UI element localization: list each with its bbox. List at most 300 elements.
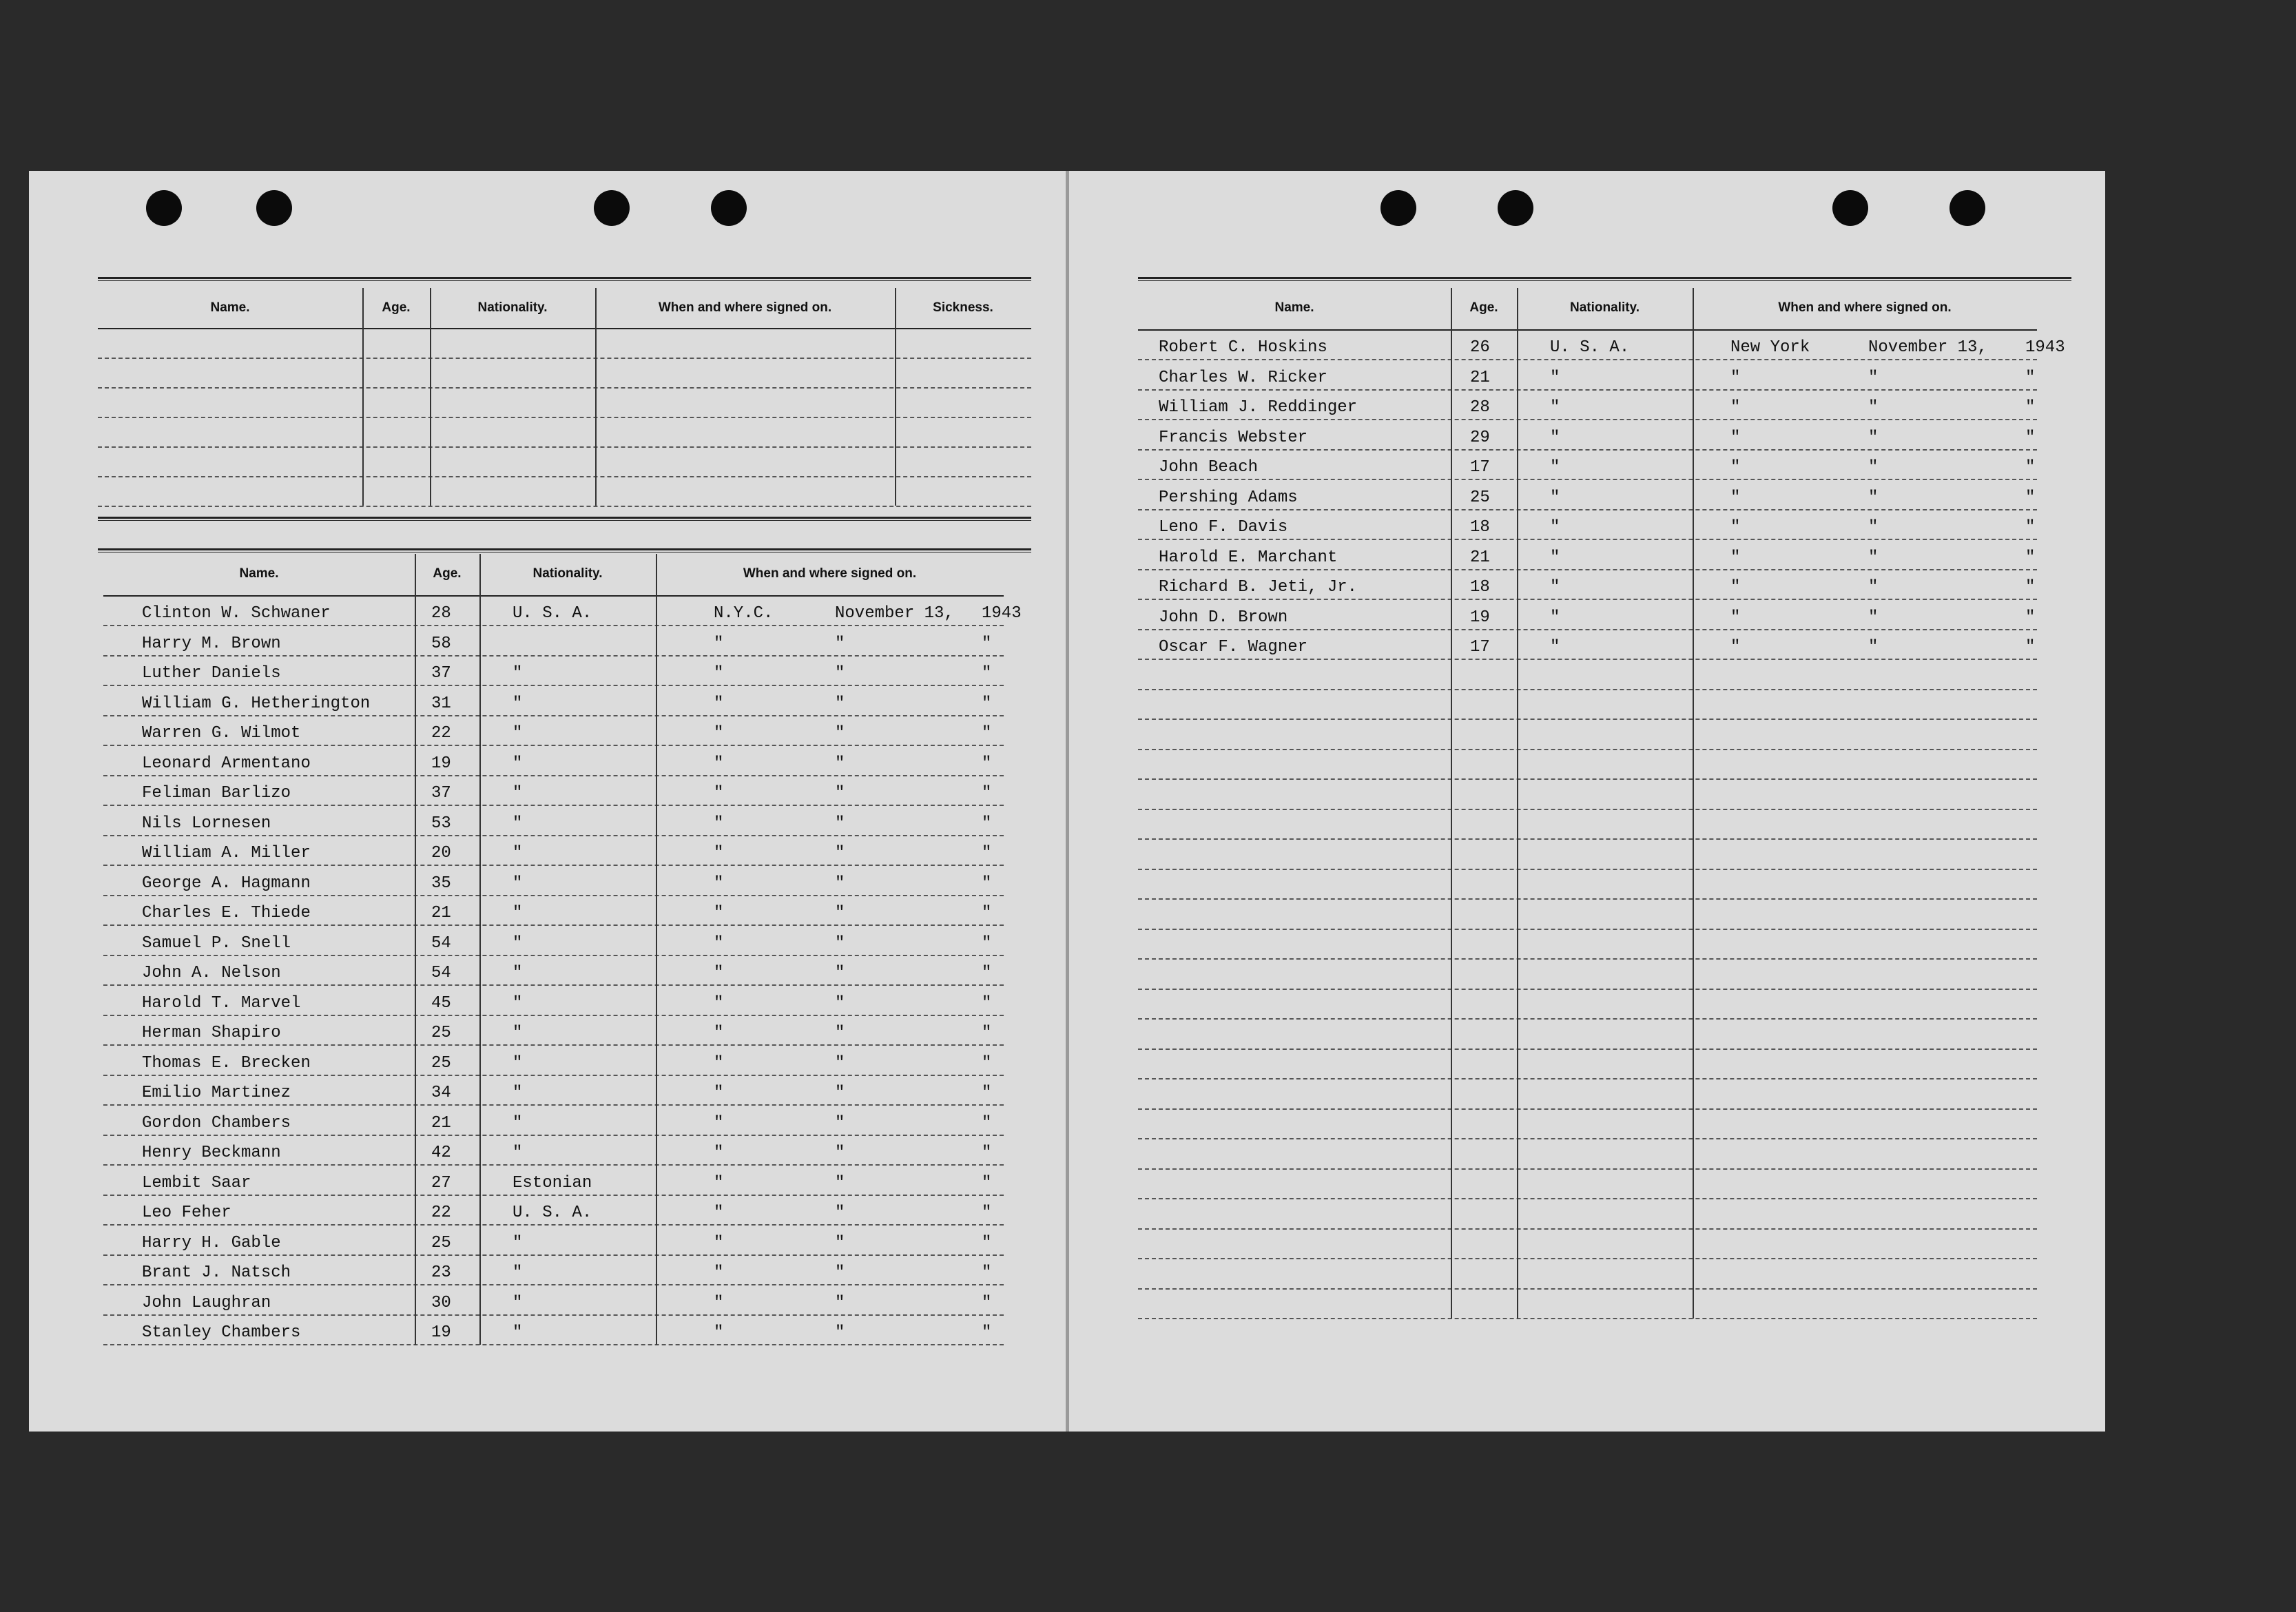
signed-on-year: " bbox=[982, 1323, 992, 1342]
column-header: Name. bbox=[210, 300, 250, 315]
seaman-age: 19 bbox=[431, 754, 451, 773]
seaman-age: 34 bbox=[431, 1084, 451, 1102]
table-row bbox=[1138, 689, 2037, 720]
seaman-age: 21 bbox=[1470, 368, 1490, 387]
signed-on-place: New York bbox=[1730, 338, 1810, 357]
seaman-age: 18 bbox=[1470, 518, 1490, 537]
signed-on-year: " bbox=[982, 694, 992, 713]
seaman-nationality: " bbox=[1550, 578, 1560, 597]
table-row bbox=[1138, 839, 2037, 870]
seaman-nationality: " bbox=[513, 1293, 523, 1312]
seaman-age: 37 bbox=[431, 784, 451, 803]
seaman-age: 28 bbox=[1470, 398, 1490, 417]
table-row bbox=[1138, 389, 2037, 420]
seaman-nationality: " bbox=[1550, 458, 1560, 477]
table-row bbox=[103, 955, 1004, 986]
table-row bbox=[98, 446, 1031, 477]
signed-on-date: " bbox=[1868, 428, 1879, 447]
column-rule bbox=[1517, 288, 1518, 1319]
signed-on-year: " bbox=[2025, 398, 2036, 417]
seaman-age: 21 bbox=[431, 1113, 451, 1133]
seaman-name: Harry H. Gable bbox=[142, 1233, 281, 1252]
signed-on-place: " bbox=[1730, 398, 1741, 417]
signed-on-date: " bbox=[835, 1053, 845, 1073]
column-rule bbox=[362, 288, 364, 506]
table-row bbox=[103, 1254, 1004, 1285]
seaman-age: 30 bbox=[431, 1293, 451, 1312]
signed-on-place: " bbox=[714, 1084, 724, 1102]
table-row bbox=[1138, 1259, 2037, 1290]
signed-on-place: " bbox=[1730, 548, 1741, 567]
seaman-age: 37 bbox=[431, 664, 451, 683]
seaman-nationality: " bbox=[513, 724, 523, 743]
seaman-nationality: " bbox=[1550, 368, 1560, 387]
table-row bbox=[1138, 449, 2037, 480]
signed-on-date: " bbox=[1868, 578, 1879, 597]
seaman-name: Herman Shapiro bbox=[142, 1024, 281, 1042]
signed-on-date: " bbox=[835, 1293, 845, 1312]
signed-on-year: " bbox=[982, 724, 992, 743]
signed-on-date: " bbox=[835, 933, 845, 953]
signed-on-date: " bbox=[835, 1113, 845, 1133]
seaman-age: 21 bbox=[431, 904, 451, 922]
signed-on-place: " bbox=[714, 874, 724, 893]
seaman-age: 28 bbox=[431, 604, 451, 623]
signed-on-year: " bbox=[982, 904, 992, 922]
table-row bbox=[103, 1165, 1004, 1196]
seaman-nationality: " bbox=[513, 1263, 523, 1282]
table-row bbox=[98, 387, 1031, 418]
signed-on-place: " bbox=[714, 784, 724, 803]
seaman-name: Gordon Chambers bbox=[142, 1113, 291, 1133]
signed-on-date: " bbox=[1868, 638, 1879, 657]
table-row bbox=[1138, 929, 2037, 960]
signed-on-place: " bbox=[1730, 608, 1741, 627]
signed-on-year: " bbox=[982, 1173, 992, 1192]
signed-on-year: " bbox=[982, 1113, 992, 1133]
seaman-nationality: " bbox=[513, 1323, 523, 1342]
signed-on-place: " bbox=[714, 1233, 724, 1252]
signed-on-date: " bbox=[835, 1203, 845, 1222]
column-header: Sickness. bbox=[933, 300, 993, 315]
table-row bbox=[1138, 569, 2037, 600]
table-row bbox=[98, 417, 1031, 448]
column-rule bbox=[415, 554, 416, 1345]
table-row bbox=[1138, 779, 2037, 810]
signed-on-place: " bbox=[714, 664, 724, 683]
seaman-name: Clinton W. Schwaner bbox=[142, 604, 331, 623]
signed-on-date: " bbox=[1868, 398, 1879, 417]
signed-on-year: " bbox=[982, 1084, 992, 1102]
signed-on-place: " bbox=[714, 1203, 724, 1222]
signed-on-place: " bbox=[1730, 578, 1741, 597]
table-top-rule bbox=[98, 277, 1031, 281]
table-row bbox=[1138, 629, 2037, 660]
column-header: When and where signed on. bbox=[1778, 300, 1952, 315]
seaman-nationality: " bbox=[1550, 608, 1560, 627]
column-rule bbox=[1693, 288, 1694, 1319]
seaman-name: Nils Lornesen bbox=[142, 814, 271, 833]
signed-on-date: " bbox=[835, 1233, 845, 1252]
binder-hole bbox=[1832, 190, 1868, 226]
table-row bbox=[103, 865, 1004, 896]
signed-on-place: " bbox=[714, 1144, 724, 1162]
seaman-name: William J. Reddinger bbox=[1159, 398, 1358, 417]
seaman-nationality: " bbox=[513, 784, 523, 803]
seaman-name: Harold E. Marchant bbox=[1159, 548, 1338, 567]
signed-on-date: " bbox=[835, 874, 845, 893]
table-row bbox=[1138, 869, 2037, 900]
seaman-nationality: " bbox=[513, 694, 523, 713]
seaman-age: 17 bbox=[1470, 458, 1490, 477]
signed-on-year: " bbox=[982, 1024, 992, 1042]
signed-on-date: " bbox=[1868, 518, 1879, 537]
signed-on-date: " bbox=[835, 1263, 845, 1282]
signed-on-year: " bbox=[982, 634, 992, 653]
signed-on-place: " bbox=[714, 964, 724, 982]
signed-on-year: " bbox=[2025, 548, 2036, 567]
table-row bbox=[1138, 1288, 2037, 1319]
table-row bbox=[103, 985, 1004, 1016]
column-header: Nationality. bbox=[477, 300, 548, 315]
seaman-nationality: U. S. A. bbox=[513, 1203, 592, 1222]
signed-on-year: " bbox=[982, 874, 992, 893]
seaman-nationality: " bbox=[513, 1113, 523, 1133]
signed-on-year: " bbox=[2025, 368, 2036, 387]
seaman-name: John Beach bbox=[1159, 458, 1259, 477]
signed-on-date: " bbox=[1868, 368, 1879, 387]
signed-on-date: " bbox=[835, 724, 845, 743]
seaman-nationality: " bbox=[513, 904, 523, 922]
signed-on-date: " bbox=[835, 664, 845, 683]
table-row bbox=[103, 626, 1004, 657]
signed-on-date: " bbox=[835, 1144, 845, 1162]
column-header: Name. bbox=[1274, 300, 1314, 315]
table-row bbox=[1138, 599, 2037, 630]
seaman-age: 25 bbox=[431, 1053, 451, 1073]
column-header: When and where signed on. bbox=[658, 300, 832, 315]
seaman-name: William G. Hetherington bbox=[142, 694, 371, 713]
seaman-name: Leno F. Davis bbox=[1159, 518, 1288, 537]
table-row bbox=[1138, 1079, 2037, 1110]
signed-on-date: " bbox=[835, 694, 845, 713]
seaman-age: 54 bbox=[431, 933, 451, 953]
table-row bbox=[1138, 479, 2037, 510]
seaman-nationality: " bbox=[1550, 488, 1560, 507]
signed-on-place: " bbox=[714, 904, 724, 922]
signed-on-year: 1943 bbox=[982, 604, 1022, 623]
signed-on-place: " bbox=[1730, 518, 1741, 537]
seaman-nationality: " bbox=[513, 964, 523, 982]
signed-on-date: " bbox=[1868, 488, 1879, 507]
column-header: Age. bbox=[1469, 300, 1498, 315]
seaman-age: 21 bbox=[1470, 548, 1490, 567]
seaman-nationality: " bbox=[513, 814, 523, 833]
signed-on-year: " bbox=[982, 1293, 992, 1312]
column-header: Nationality. bbox=[532, 566, 603, 581]
signed-on-year: " bbox=[982, 754, 992, 773]
signed-on-place: " bbox=[714, 1053, 724, 1073]
table-top-rule bbox=[1138, 277, 2071, 281]
seaman-name: Harold T. Marvel bbox=[142, 993, 301, 1013]
table-row bbox=[98, 476, 1031, 507]
table-row bbox=[1138, 989, 2037, 1020]
table-row bbox=[1138, 1048, 2037, 1079]
column-rule bbox=[479, 554, 481, 1345]
seaman-name: Charles W. Ricker bbox=[1159, 368, 1327, 387]
seaman-name: John D. Brown bbox=[1159, 608, 1288, 627]
table-row bbox=[1138, 1108, 2037, 1139]
seaman-name: Pershing Adams bbox=[1159, 488, 1298, 507]
signed-on-place: " bbox=[1730, 458, 1741, 477]
table-top-rule bbox=[98, 548, 1031, 552]
seaman-name: Leonard Armentano bbox=[142, 754, 311, 773]
seaman-name: Henry Beckmann bbox=[142, 1144, 281, 1162]
table-row bbox=[103, 835, 1004, 866]
signed-on-date: " bbox=[835, 754, 845, 773]
column-rule bbox=[595, 288, 597, 506]
signed-on-date: " bbox=[835, 964, 845, 982]
signed-on-place: " bbox=[1730, 368, 1741, 387]
table-row bbox=[98, 328, 1031, 359]
signed-on-date: " bbox=[835, 1173, 845, 1192]
seaman-nationality: U. S. A. bbox=[513, 604, 592, 623]
signed-on-year: " bbox=[2025, 458, 2036, 477]
seaman-age: 45 bbox=[431, 993, 451, 1013]
seaman-age: 54 bbox=[431, 964, 451, 982]
signed-on-place: " bbox=[714, 1024, 724, 1042]
table-row bbox=[103, 595, 1022, 626]
column-rule bbox=[656, 554, 657, 1345]
signed-on-date: " bbox=[835, 1024, 845, 1042]
signed-on-year: " bbox=[982, 964, 992, 982]
seaman-age: 26 bbox=[1470, 338, 1490, 357]
table-row bbox=[1138, 420, 2037, 451]
seaman-nationality: " bbox=[513, 664, 523, 683]
table-row bbox=[103, 715, 1004, 746]
signed-on-date: " bbox=[1868, 548, 1879, 567]
seaman-nationality: " bbox=[1550, 398, 1560, 417]
signed-on-place: " bbox=[714, 1263, 724, 1282]
seaman-name: Oscar F. Wagner bbox=[1159, 638, 1308, 657]
signed-on-place: " bbox=[1730, 428, 1741, 447]
seaman-age: 27 bbox=[431, 1173, 451, 1192]
seaman-name: Robert C. Hoskins bbox=[1159, 338, 1327, 357]
signed-on-year: " bbox=[982, 1144, 992, 1162]
table-row bbox=[103, 1195, 1004, 1226]
signed-on-year: " bbox=[982, 664, 992, 683]
table-row bbox=[103, 925, 1004, 956]
seaman-nationality: " bbox=[1550, 518, 1560, 537]
seaman-age: 18 bbox=[1470, 578, 1490, 597]
signed-on-date: " bbox=[835, 993, 845, 1013]
signed-on-place: " bbox=[714, 993, 724, 1013]
seaman-age: 19 bbox=[431, 1323, 451, 1342]
table-row bbox=[1138, 659, 2037, 690]
seaman-age: 19 bbox=[1470, 608, 1490, 627]
column-header: Nationality. bbox=[1570, 300, 1640, 315]
seaman-nationality: " bbox=[1550, 428, 1560, 447]
seaman-nationality: U. S. A. bbox=[1550, 338, 1630, 357]
table-row bbox=[103, 805, 1004, 836]
seaman-age: 29 bbox=[1470, 428, 1490, 447]
seaman-name: Lembit Saar bbox=[142, 1173, 251, 1192]
signed-on-year: " bbox=[982, 784, 992, 803]
seaman-name: Feliman Barlizo bbox=[142, 784, 291, 803]
seaman-nationality: " bbox=[1550, 638, 1560, 657]
seaman-age: 25 bbox=[1470, 488, 1490, 507]
signed-on-date: " bbox=[1868, 458, 1879, 477]
signed-on-year: " bbox=[2025, 428, 2036, 447]
seaman-nationality: " bbox=[513, 754, 523, 773]
table-row bbox=[1138, 719, 2037, 750]
signed-on-year: 1943 bbox=[2025, 338, 2065, 357]
table-row bbox=[1138, 1019, 2037, 1050]
table-row bbox=[1138, 539, 2037, 570]
seaman-name: Emilio Martinez bbox=[142, 1084, 291, 1102]
table-row bbox=[1138, 749, 2037, 780]
signed-on-date: " bbox=[1868, 608, 1879, 627]
signed-on-place: " bbox=[1730, 638, 1741, 657]
table-row bbox=[103, 655, 1004, 686]
seaman-name: William A. Miller bbox=[142, 844, 311, 862]
seaman-nationality: " bbox=[513, 1024, 523, 1042]
signed-on-date: November 13, bbox=[835, 604, 954, 623]
signed-on-year: " bbox=[982, 1263, 992, 1282]
signed-on-year: " bbox=[982, 1053, 992, 1073]
seaman-name: Thomas E. Brecken bbox=[142, 1053, 311, 1073]
signed-on-year: " bbox=[2025, 578, 2036, 597]
table-row bbox=[103, 1135, 1004, 1166]
signed-on-place: " bbox=[714, 933, 724, 953]
table-row bbox=[103, 1285, 1004, 1316]
signed-on-year: " bbox=[982, 844, 992, 862]
right-page bbox=[1069, 171, 2105, 1432]
seaman-nationality: " bbox=[513, 993, 523, 1013]
column-rule bbox=[430, 288, 431, 506]
table-row bbox=[1138, 329, 2065, 360]
seaman-name: Brant J. Natsch bbox=[142, 1263, 291, 1282]
signed-on-place: " bbox=[714, 724, 724, 743]
seaman-name: Luther Daniels bbox=[142, 664, 281, 683]
signed-on-date: " bbox=[835, 814, 845, 833]
left-page bbox=[29, 171, 1066, 1432]
signed-on-date: " bbox=[835, 634, 845, 653]
table-row bbox=[98, 358, 1031, 389]
column-header: Age. bbox=[433, 566, 462, 581]
signed-on-place: " bbox=[1730, 488, 1741, 507]
signed-on-date: " bbox=[835, 904, 845, 922]
seaman-nationality: " bbox=[513, 1233, 523, 1252]
table-row bbox=[1138, 1168, 2037, 1199]
table-row bbox=[1138, 509, 2037, 540]
seaman-nationality: Estonian bbox=[513, 1173, 592, 1192]
seaman-age: 42 bbox=[431, 1144, 451, 1162]
table-row bbox=[103, 1314, 1004, 1345]
seaman-nationality: " bbox=[513, 933, 523, 953]
signed-on-year: " bbox=[2025, 638, 2036, 657]
seaman-nationality: " bbox=[513, 1144, 523, 1162]
signed-on-place: " bbox=[714, 844, 724, 862]
table-row bbox=[103, 685, 1004, 716]
signed-on-place: " bbox=[714, 1113, 724, 1133]
seaman-age: 35 bbox=[431, 874, 451, 893]
seaman-age: 22 bbox=[431, 1203, 451, 1222]
seaman-name: Leo Feher bbox=[142, 1203, 231, 1222]
table-row bbox=[103, 1015, 1004, 1046]
table-row bbox=[103, 1105, 1004, 1136]
binder-hole bbox=[1498, 190, 1533, 226]
signed-on-year: " bbox=[982, 1203, 992, 1222]
seaman-age: 25 bbox=[431, 1233, 451, 1252]
binder-hole bbox=[1380, 190, 1416, 226]
seaman-age: 53 bbox=[431, 814, 451, 833]
table-row bbox=[1138, 899, 2037, 930]
seaman-name: Francis Webster bbox=[1159, 428, 1308, 447]
signed-on-date: " bbox=[835, 1323, 845, 1342]
signed-on-date: November 13, bbox=[1868, 338, 1987, 357]
seaman-nationality: " bbox=[513, 1084, 523, 1102]
signed-on-place: N.Y.C. bbox=[714, 604, 774, 623]
seaman-nationality: " bbox=[513, 1053, 523, 1073]
seaman-name: Harry M. Brown bbox=[142, 634, 281, 653]
table-row bbox=[103, 745, 1004, 776]
table-row bbox=[103, 1075, 1004, 1106]
column-header: When and where signed on. bbox=[743, 566, 917, 581]
signed-on-year: " bbox=[2025, 488, 2036, 507]
signed-on-place: " bbox=[714, 1173, 724, 1192]
table-row bbox=[103, 1225, 1004, 1256]
signed-on-place: " bbox=[714, 754, 724, 773]
column-header: Age. bbox=[382, 300, 411, 315]
seaman-age: 22 bbox=[431, 724, 451, 743]
seaman-age: 23 bbox=[431, 1263, 451, 1282]
column-rule bbox=[895, 288, 896, 506]
seaman-name: Warren G. Wilmot bbox=[142, 724, 301, 743]
signed-on-date: " bbox=[835, 844, 845, 862]
signed-on-year: " bbox=[982, 933, 992, 953]
binder-hole bbox=[146, 190, 182, 226]
signed-on-date: " bbox=[835, 784, 845, 803]
signed-on-year: " bbox=[982, 814, 992, 833]
signed-on-date: " bbox=[835, 1084, 845, 1102]
signed-on-year: " bbox=[982, 993, 992, 1013]
seaman-age: 31 bbox=[431, 694, 451, 713]
column-rule bbox=[1451, 288, 1452, 1319]
table-row bbox=[103, 775, 1004, 806]
signed-on-year: " bbox=[2025, 518, 2036, 537]
signed-on-place: " bbox=[714, 1293, 724, 1312]
binder-hole bbox=[711, 190, 747, 226]
signed-on-place: " bbox=[714, 634, 724, 653]
table-row bbox=[1138, 1199, 2037, 1230]
seaman-name: Samuel P. Snell bbox=[142, 933, 291, 953]
table-row bbox=[1138, 360, 2037, 391]
seaman-name: Stanley Chambers bbox=[142, 1323, 301, 1342]
seaman-name: John Laughran bbox=[142, 1293, 271, 1312]
table-row bbox=[103, 1045, 1004, 1076]
table-row bbox=[1138, 1228, 2037, 1259]
seaman-age: 25 bbox=[431, 1024, 451, 1042]
seaman-nationality: " bbox=[1550, 548, 1560, 567]
binder-hole bbox=[1949, 190, 1985, 226]
binder-hole bbox=[256, 190, 292, 226]
signed-on-year: " bbox=[2025, 608, 2036, 627]
seaman-name: George A. Hagmann bbox=[142, 874, 311, 893]
signed-on-year: " bbox=[982, 1233, 992, 1252]
seaman-nationality: " bbox=[513, 844, 523, 862]
seaman-age: 20 bbox=[431, 844, 451, 862]
